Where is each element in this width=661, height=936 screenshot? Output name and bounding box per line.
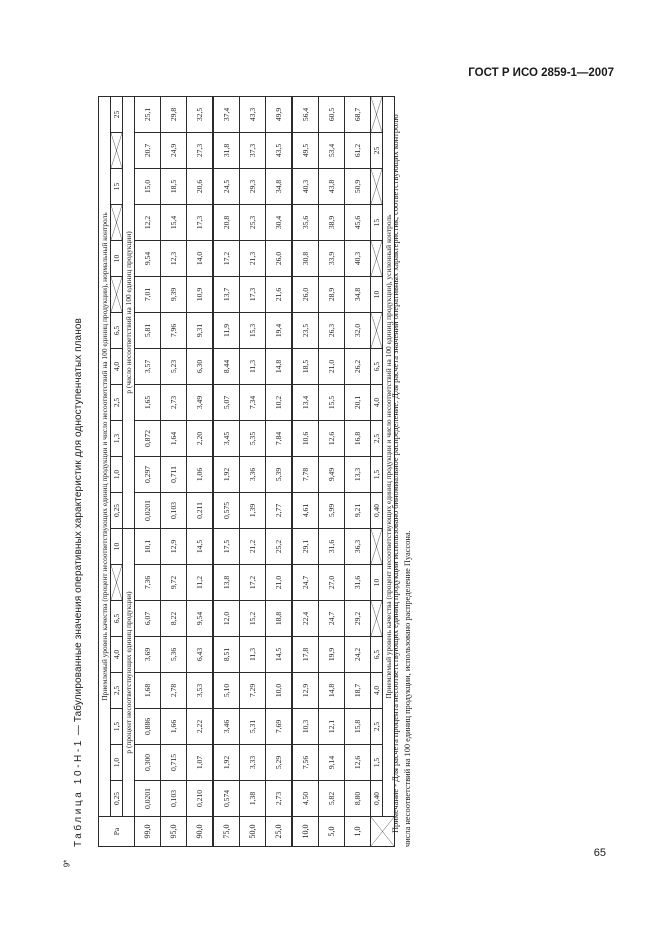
blank-aql-cell [371, 313, 383, 349]
oc-value: 9,39 [161, 277, 187, 313]
blank-aql-cell [111, 565, 123, 601]
oc-value: 16,8 [345, 421, 371, 457]
oc-value: 29,1 [292, 529, 319, 565]
table-row [292, 96, 319, 846]
oc-value: 15,8 [345, 709, 371, 745]
oc-value: 6,43 [187, 637, 214, 673]
blank-aql-cell [371, 241, 383, 277]
oc-value: 27,0 [319, 565, 345, 601]
oc-value: 53,4 [319, 133, 345, 169]
oc-value: 15,0 [135, 169, 161, 205]
oc-value: 30,4 [266, 205, 293, 241]
oc-value: 7,56 [292, 745, 319, 781]
oc-value: 5,99 [319, 493, 345, 529]
oc-value: 9,14 [319, 745, 345, 781]
blank-aql-cell [371, 96, 383, 132]
oc-value: 15,2 [240, 601, 266, 637]
oc-value: 31,8 [213, 133, 240, 169]
oc-value: 1,92 [213, 745, 240, 781]
pa-value: 75,0 [213, 817, 240, 847]
aql-value-normal: 6,5 [111, 601, 123, 637]
oc-value: 12,1 [319, 709, 345, 745]
oc-value: 29,8 [161, 96, 187, 132]
oc-value: 13,8 [213, 565, 240, 601]
oc-value: 21,2 [240, 529, 266, 565]
oc-value: 24,5 [213, 169, 240, 205]
oc-value: 7,78 [292, 457, 319, 493]
oc-value: 1,38 [240, 781, 266, 817]
oc-value: 9,31 [187, 313, 214, 349]
aql-value-tightened: 0,40 [371, 493, 383, 529]
aql-value-tightened: 6,5 [371, 637, 383, 673]
oc-value: 21,0 [319, 349, 345, 385]
oc-value: 43,3 [240, 96, 266, 132]
aql-value-normal: 1,0 [111, 745, 123, 781]
oc-value: 24,9 [161, 133, 187, 169]
oc-value: 27,3 [187, 133, 214, 169]
oc-value: 19,4 [266, 313, 293, 349]
oc-value: 2,78 [161, 673, 187, 709]
oc-value: 12,0 [213, 601, 240, 637]
oc-value: 10,1 [135, 529, 161, 565]
oc-value: 25,2 [266, 529, 293, 565]
oc-value: 25,1 [135, 96, 161, 132]
oc-value: 5,23 [161, 349, 187, 385]
oc-value: 10,0 [266, 673, 293, 709]
oc-value: 17,3 [240, 277, 266, 313]
aql-value-tightened: 10 [371, 277, 383, 313]
oc-value: 18,5 [292, 349, 319, 385]
oc-value: 2,20 [187, 421, 214, 457]
page-number: 65 [593, 847, 606, 859]
caption-label: Таблица 10-Н-1 [73, 738, 84, 847]
oc-value: 17,2 [240, 565, 266, 601]
aql-value-tightened: 25 [371, 133, 383, 169]
oc-value: 4,61 [292, 493, 319, 529]
oc-value: 7,29 [240, 673, 266, 709]
oc-value: 3,46 [213, 709, 240, 745]
aql-value-normal: 2,5 [111, 673, 123, 709]
aql-value-tightened: 4,0 [371, 385, 383, 421]
tightened-inspection-header: Приемлемый уровень качества (процент несоответствующих единиц продукции и число несоответствий на 100 единиц продукции), усиленный контроль [383, 96, 395, 816]
oc-value: 50,9 [345, 169, 371, 205]
oc-value: 5,29 [266, 745, 293, 781]
oc-value: 2,73 [161, 385, 187, 421]
oc-value: 9,54 [187, 601, 214, 637]
oc-value: 3,45 [213, 421, 240, 457]
oc-value: 0,886 [135, 709, 161, 745]
oc-value: 21,3 [240, 241, 266, 277]
aql-value-normal: 15 [111, 169, 123, 205]
aql-value-tightened: 1,5 [371, 745, 383, 781]
oc-value: 12,6 [319, 421, 345, 457]
oc-value: 9,72 [161, 565, 187, 601]
oc-value: 17,2 [213, 241, 240, 277]
oc-value: 45,6 [345, 205, 371, 241]
oc-table [98, 96, 395, 847]
oc-value: 12,9 [292, 673, 319, 709]
table-note: Примечание - Для расчета процента несоответствующих единиц продукции использовано биномиальное распределение. Для расчета значений оперативных характеристик, соответствующих контролю числа несоответствий на 100 единиц продукции, использовано распределение Пуассона. [391, 114, 412, 847]
pa-value: 50,0 [240, 817, 266, 847]
aql-value-tightened: 2,5 [371, 421, 383, 457]
blank-aql-cell [111, 205, 123, 241]
oc-value: 0,0201 [135, 493, 161, 529]
oc-value: 1,92 [213, 457, 240, 493]
blank-aql-cell [111, 133, 123, 169]
oc-value: 31,6 [319, 529, 345, 565]
aql-value-normal: 4,0 [111, 637, 123, 673]
aql-value-normal: 1,0 [111, 457, 123, 493]
oc-value: 24,2 [345, 637, 371, 673]
oc-value: 2,77 [266, 493, 293, 529]
oc-value: 1,66 [161, 709, 187, 745]
oc-value: 23,5 [292, 313, 319, 349]
pa-value: 1,0 [345, 817, 371, 847]
oc-value: 34,8 [266, 169, 293, 205]
aql-value-normal: 1,5 [111, 709, 123, 745]
oc-value: 8,44 [213, 349, 240, 385]
oc-value: 29,3 [240, 169, 266, 205]
oc-value: 38,9 [319, 205, 345, 241]
oc-value: 9,54 [135, 241, 161, 277]
aql-value-normal: 10 [111, 241, 123, 277]
oc-value: 32,0 [345, 313, 371, 349]
oc-value: 7,84 [266, 421, 293, 457]
pa-header: Pa [99, 817, 135, 847]
oc-value: 14,5 [266, 637, 293, 673]
oc-value: 12,2 [135, 205, 161, 241]
blank-aql-cell [371, 529, 383, 565]
oc-value: 1,64 [161, 421, 187, 457]
aql-value-normal: 0,25 [111, 493, 123, 529]
oc-value: 60,5 [319, 96, 345, 132]
oc-value: 0,715 [161, 745, 187, 781]
oc-value: 17,5 [213, 529, 240, 565]
oc-value: 22,4 [292, 601, 319, 637]
oc-value: 8,80 [345, 781, 371, 817]
oc-value: 37,4 [213, 96, 240, 132]
oc-value: 17,8 [292, 637, 319, 673]
oc-value: 26,0 [292, 277, 319, 313]
table-row [135, 96, 161, 846]
caption-text: — Табулированные значения оперативных характеристик для одноступенчатых планов [73, 318, 84, 739]
oc-value: 10,2 [266, 385, 293, 421]
oc-value: 0,103 [161, 493, 187, 529]
oc-value: 12,9 [161, 529, 187, 565]
oc-value: 30,8 [292, 241, 319, 277]
rotated-table-block [70, 97, 450, 847]
oc-value: 2,22 [187, 709, 214, 745]
oc-value: 11,3 [240, 637, 266, 673]
oc-value: 20,1 [345, 385, 371, 421]
table-row [345, 96, 371, 846]
oc-value: 10,6 [292, 421, 319, 457]
oc-value: 32,5 [187, 96, 214, 132]
oc-value: 25,3 [240, 205, 266, 241]
oc-value: 3,69 [135, 637, 161, 673]
oc-value: 8,51 [213, 637, 240, 673]
oc-value: 14,8 [319, 673, 345, 709]
oc-value: 19,9 [319, 637, 345, 673]
oc-value: 1,07 [187, 745, 214, 781]
aql-value-tightened: 6,5 [371, 349, 383, 385]
oc-value: 36,3 [345, 529, 371, 565]
oc-value: 2,73 [266, 781, 293, 817]
oc-value: 1,39 [240, 493, 266, 529]
oc-value: 18,5 [161, 169, 187, 205]
aql-value-tightened: 4,0 [371, 673, 383, 709]
oc-value: 11,3 [240, 349, 266, 385]
oc-value: 12,6 [345, 745, 371, 781]
oc-value: 43,8 [319, 169, 345, 205]
oc-value: 3,49 [187, 385, 214, 421]
nonconformities-per-100-header: p (число несоответствий на 100 единиц продукции) [123, 96, 135, 528]
oc-value: 12,3 [161, 241, 187, 277]
aql-value-normal: 6,5 [111, 313, 123, 349]
table-row [213, 96, 240, 846]
pa-value: 99,0 [135, 817, 161, 847]
pa-value: 10,0 [292, 817, 319, 847]
oc-value: 5,82 [319, 781, 345, 817]
oc-value: 13,4 [292, 385, 319, 421]
pa-value: 95,0 [161, 817, 187, 847]
aql-value-tightened: 0,40 [371, 781, 383, 817]
oc-value: 56,4 [292, 96, 319, 132]
oc-value: 13,3 [345, 457, 371, 493]
oc-value: 7,36 [135, 565, 161, 601]
oc-value: 5,81 [135, 313, 161, 349]
oc-value: 49,9 [266, 96, 293, 132]
pa-value: 90,0 [187, 817, 214, 847]
oc-value: 9,21 [345, 493, 371, 529]
table-caption [70, 97, 88, 847]
oc-value: 26,3 [319, 313, 345, 349]
oc-value: 5,35 [240, 421, 266, 457]
oc-value: 11,9 [213, 313, 240, 349]
oc-value: 0,711 [161, 457, 187, 493]
blank-aql-cell [111, 277, 123, 313]
oc-value: 40,3 [292, 169, 319, 205]
oc-value: 20,7 [135, 133, 161, 169]
oc-value: 0,575 [213, 493, 240, 529]
normal-inspection-header: Приемлемый уровень качества (процент несоответствующих единиц продукции и число несоответствий на 100 единиц продукции), нормальный контроль [99, 96, 111, 816]
oc-value: 7,69 [266, 709, 293, 745]
oc-value: 33,9 [319, 241, 345, 277]
blank-aql-cell [371, 601, 383, 637]
oc-value: 6,07 [135, 601, 161, 637]
aql-value-normal: 1,3 [111, 421, 123, 457]
aql-value-tightened: 15 [371, 205, 383, 241]
oc-value: 0,210 [187, 781, 214, 817]
oc-value: 24,7 [319, 601, 345, 637]
oc-value: 5,36 [161, 637, 187, 673]
oc-value: 21,0 [266, 565, 293, 601]
oc-value: 26,0 [266, 241, 293, 277]
oc-value: 0,0201 [135, 781, 161, 817]
oc-value: 7,01 [135, 277, 161, 313]
oc-value: 11,2 [187, 565, 214, 601]
oc-value: 5,07 [213, 385, 240, 421]
oc-value: 4,50 [292, 781, 319, 817]
oc-value: 15,3 [240, 313, 266, 349]
oc-value: 10,3 [292, 709, 319, 745]
aql-value-normal: 25 [111, 96, 123, 132]
oc-value: 3,33 [240, 745, 266, 781]
aql-value-normal: 2,5 [111, 385, 123, 421]
margin-mark: 9* [62, 859, 72, 868]
oc-value: 43,5 [266, 133, 293, 169]
oc-value: 15,5 [319, 385, 345, 421]
oc-value: 0,300 [135, 745, 161, 781]
oc-value: 26,2 [345, 349, 371, 385]
oc-value: 0,872 [135, 421, 161, 457]
aql-value-tightened: 2,5 [371, 709, 383, 745]
oc-value: 0,574 [213, 781, 240, 817]
oc-value: 21,6 [266, 277, 293, 313]
oc-value: 1,06 [187, 457, 214, 493]
oc-value: 9,49 [319, 457, 345, 493]
oc-value: 49,5 [292, 133, 319, 169]
oc-value: 8,22 [161, 601, 187, 637]
oc-value: 18,8 [266, 601, 293, 637]
oc-value: 17,3 [187, 205, 214, 241]
blank-aql-cell [371, 169, 383, 205]
oc-value: 35,6 [292, 205, 319, 241]
oc-value: 61,2 [345, 133, 371, 169]
oc-value: 29,2 [345, 601, 371, 637]
oc-value: 0,211 [187, 493, 214, 529]
oc-value: 14,8 [266, 349, 293, 385]
document-header: ГОСТ Р ИСО 2859-1—2007 [468, 67, 614, 79]
table-row [161, 96, 187, 846]
table-row [240, 96, 266, 846]
oc-value: 1,65 [135, 385, 161, 421]
table-row [187, 96, 214, 846]
oc-value: 68,7 [345, 96, 371, 132]
oc-value: 0,103 [161, 781, 187, 817]
oc-value: 3,53 [187, 673, 214, 709]
oc-value: 5,39 [266, 457, 293, 493]
oc-value: 5,10 [213, 673, 240, 709]
oc-value: 15,4 [161, 205, 187, 241]
percent-nonconforming-header: p (процент несоответствующих единиц продукции) [123, 529, 135, 817]
oc-value: 31,6 [345, 565, 371, 601]
oc-value: 40,3 [345, 241, 371, 277]
aql-value-normal: 10 [111, 529, 123, 565]
oc-value: 6,30 [187, 349, 214, 385]
oc-value: 28,9 [319, 277, 345, 313]
oc-value: 5,31 [240, 709, 266, 745]
oc-value: 14,0 [187, 241, 214, 277]
oc-value: 24,7 [292, 565, 319, 601]
oc-value: 14,5 [187, 529, 214, 565]
pa-value: 5,0 [319, 817, 345, 847]
table-row [319, 96, 345, 846]
oc-value: 0,297 [135, 457, 161, 493]
oc-value: 3,36 [240, 457, 266, 493]
oc-value: 20,8 [213, 205, 240, 241]
oc-value: 3,57 [135, 349, 161, 385]
oc-value: 7,34 [240, 385, 266, 421]
table-row [266, 96, 293, 846]
aql-value-tightened: 1,5 [371, 457, 383, 493]
oc-value: 13,7 [213, 277, 240, 313]
pa-value: 25,0 [266, 817, 293, 847]
oc-value: 1,68 [135, 673, 161, 709]
oc-value: 10,9 [187, 277, 214, 313]
oc-value: 20,6 [187, 169, 214, 205]
oc-value: 37,3 [240, 133, 266, 169]
aql-value-tightened: 10 [371, 565, 383, 601]
oc-value: 7,96 [161, 313, 187, 349]
oc-value: 18,7 [345, 673, 371, 709]
oc-value: 34,8 [345, 277, 371, 313]
aql-value-normal: 0,25 [111, 781, 123, 817]
aql-value-normal: 4,0 [111, 349, 123, 385]
